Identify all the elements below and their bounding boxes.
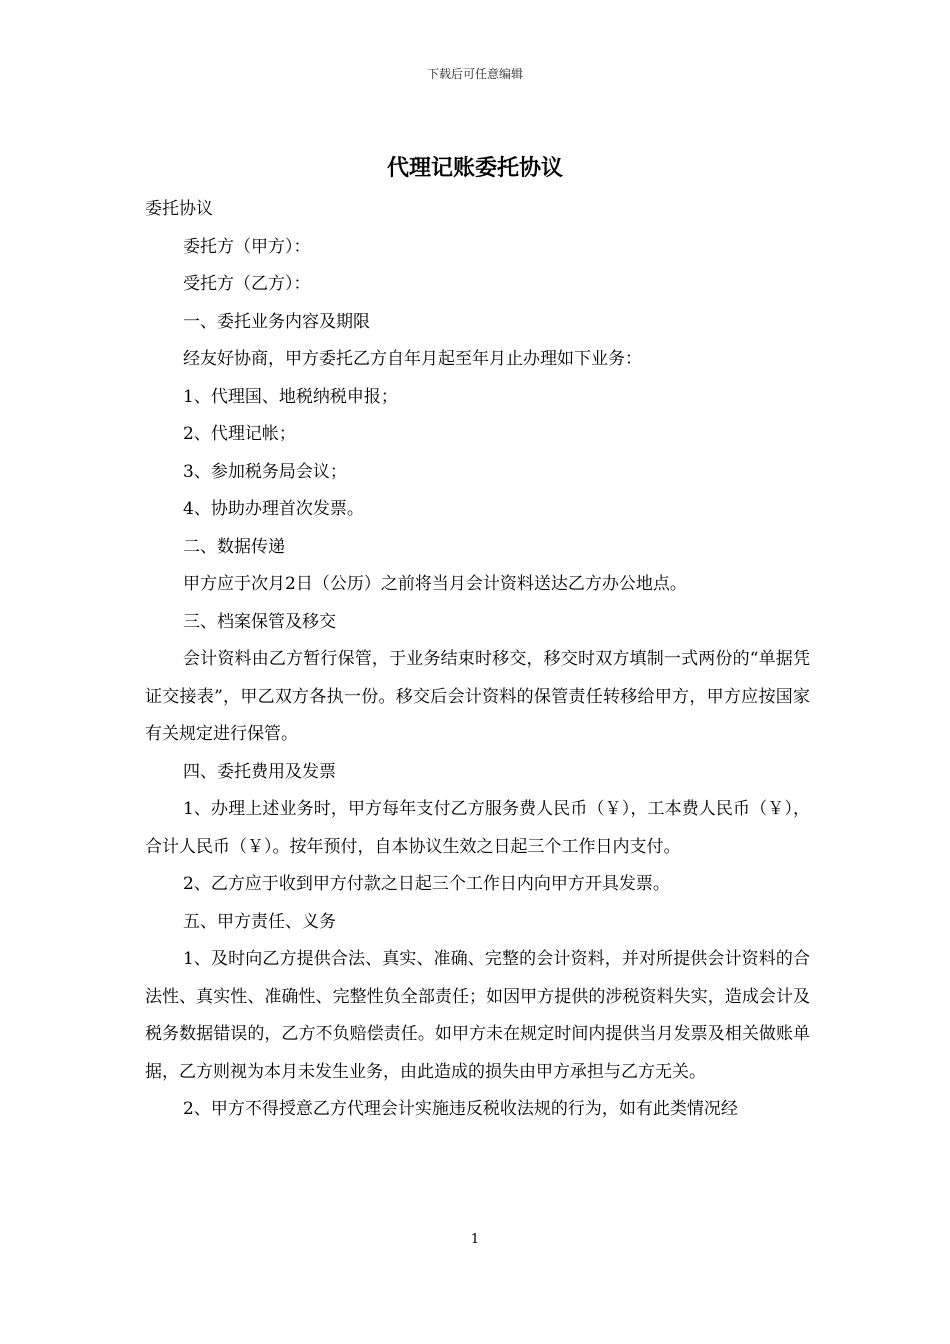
section-heading: 三、档案保管及移交 bbox=[183, 611, 336, 632]
list-item: 1、代理国、地税纳税申报； bbox=[183, 386, 398, 407]
document-title: 代理记账委托协议 bbox=[386, 156, 563, 181]
paragraph: 1、办理上述业务时，甲方每年支付乙方服务费人民币（￥），工本费人民币（￥），合计人民币（￥）。按年预付，自本协议生效之日起三个工作日内支付。 bbox=[145, 799, 810, 857]
paragraph: 受托方（乙方）： bbox=[183, 274, 311, 294]
list-item: 2、代理记帐； bbox=[183, 424, 296, 444]
section-heading: 一、委托业务内容及期限 bbox=[183, 311, 370, 332]
paragraph: 经友好协商，甲方委托乙方自年月起至年月止办理如下业务： bbox=[183, 349, 642, 369]
document-body bbox=[145, 191, 810, 1129]
list-item: 4、协助办理首次发票。 bbox=[183, 499, 364, 519]
page-header-note: 下载后可任意编辑 bbox=[426, 67, 523, 81]
paragraph: 1、及时向乙方提供合法、真实、准确、完整的会计资料，并对所提供会计资料的合法性、真实性、准确性、完整性负全部责任；如因甲方提供的涉税资料失实，造成会计及税务数据错误的，乙方不负赔偿责任。如甲方未在规定时间内提供当月发票及相关做账单据，乙方则视为本月未发生业务，由此造成的损失由甲方承担与乙方无关。 bbox=[145, 949, 810, 1082]
paragraph: 委托方（甲方）： bbox=[183, 236, 311, 257]
section-heading: 四、委托费用及发票 bbox=[183, 761, 336, 782]
paragraph: 2、乙方应于收到甲方付款之日起三个工作日内向甲方开具发票。 bbox=[183, 874, 670, 894]
section-heading: 五、甲方责任、义务 bbox=[183, 911, 336, 932]
paragraph: 2、甲方不得授意乙方代理会计实施违反税收法规的行为，如有此类情况经 bbox=[183, 1099, 738, 1119]
list-item: 3、参加税务局会议； bbox=[183, 461, 347, 482]
paragraph: 甲方应于次月2日（公历）之前将当月会计资料送达乙方办公地点。 bbox=[183, 574, 687, 594]
page-number: 1 bbox=[470, 1232, 480, 1247]
section-heading: 二、数据传递 bbox=[183, 536, 285, 557]
paragraph: 委托协议 bbox=[145, 199, 213, 219]
paragraph: 会计资料由乙方暂行保管，于业务结束时移交，移交时双方填制一式两份的“单据凭证交接表”，甲乙双方各执一份。移交后会计资料的保管责任转移给甲方，甲方应按国家有关规定进行保管。 bbox=[145, 649, 810, 744]
